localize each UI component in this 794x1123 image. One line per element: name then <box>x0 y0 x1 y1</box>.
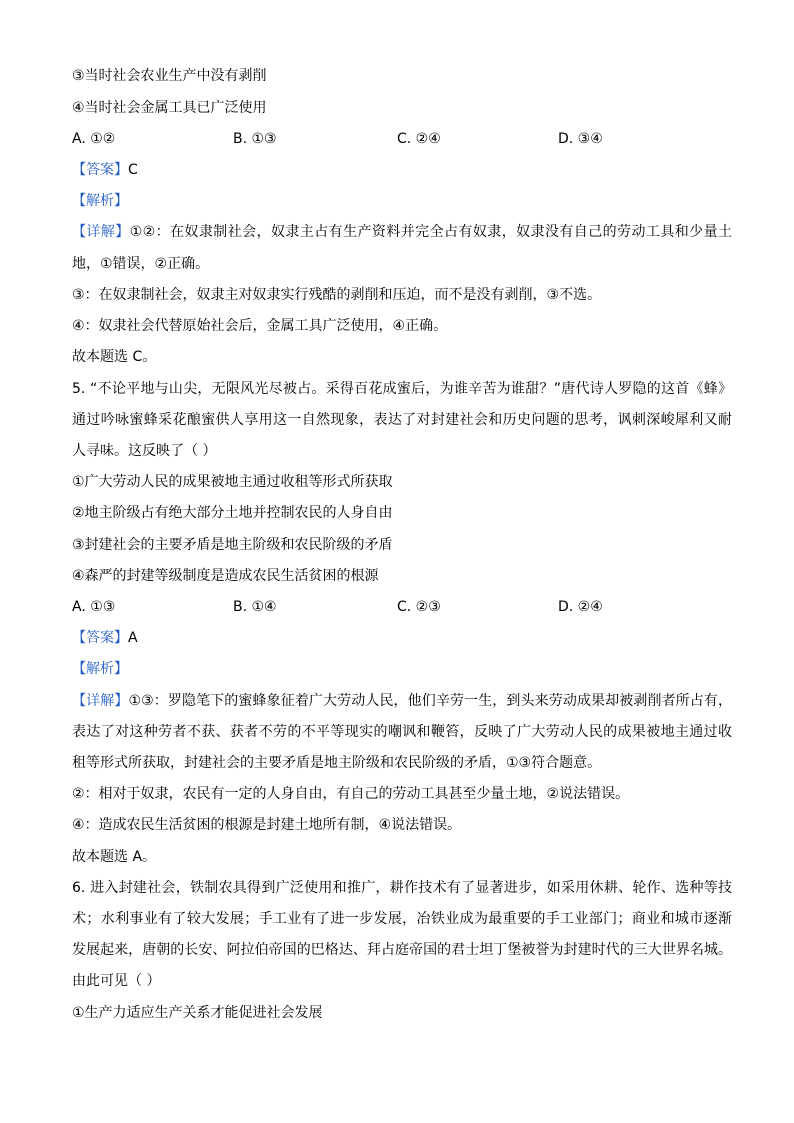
q6-stem-line-2: 术；水利事业有了较大发展；手工业有了进一步发展，冶铁业成为最重要的手工业部门；商业和城市逐渐 <box>72 911 732 927</box>
q4-option-a: A. ①② <box>72 131 116 147</box>
q6-stem-line-1: 6. 进入封建社会，铁制农具得到广泛使用和推广，耕作技术有了显著进步，如采用休耕、轮作、选种等技 <box>72 880 732 896</box>
analysis-tag: 【解析】 <box>72 193 128 209</box>
q4-detail-line-2: 地，①错误，②正确。 <box>72 256 210 272</box>
q5-stem-line-1: 5. “不论平地与山尖，无限风光尽被占。采得百花成蜜后，为谁辛苦为谁甜？”唐代诗人罗隐的这首《蜂》 <box>72 381 732 397</box>
q4-analysis-heading <box>72 191 732 211</box>
q4-option-b: B. ①③ <box>233 131 277 147</box>
q6-stem-line-3: 发展起来，唐朝的长安、阿拉伯帝国的巴格达、拜占庭帝国的君士坦丁堡被誉为封建时代的三大世界名城。 <box>72 942 732 958</box>
q5-stem-line-2: 通过吟咏蜜蜂采花酿蜜供人享用这一自然现象，表达了对封建社会和历史问题的思考，讽刺深峻犀利又耐 <box>72 412 732 428</box>
q5-detail-line-3: 租等形式所获取，封建社会的主要矛盾是地主阶级和农民阶级的矛盾，①③符合题意。 <box>72 755 602 771</box>
answer-value: A <box>128 630 138 646</box>
answer-value: C <box>128 162 138 178</box>
q4-option-c: C. ②④ <box>397 131 441 147</box>
q5-answer <box>72 628 732 648</box>
q6-statement-1: ①生产力适应生产关系才能促进社会发展 <box>72 1005 323 1021</box>
detail-tag: 【详解】 <box>72 693 129 709</box>
q5-detail-line-2: 表达了对这种劳者不获、获者不劳的不平等现实的嘲讽和鞭笞，反映了广大劳动人民的成果被地主通过收 <box>72 724 732 740</box>
q4-statement-3: ③当时社会农业生产中没有剥削 <box>72 68 267 84</box>
answer-tag: 【答案】 <box>72 630 128 646</box>
analysis-tag: 【解析】 <box>72 661 128 677</box>
q5-conclusion: 故本题选 A。 <box>72 849 157 865</box>
q4-detail-line-4: ④：奴隶社会代替原始社会后，金属工具广泛使用，④正确。 <box>72 318 448 334</box>
answer-tag: 【答案】 <box>72 162 128 178</box>
q4-conclusion: 故本题选 C。 <box>72 349 157 365</box>
q5-statement-4: ④森严的封建等级制度是造成农民生活贫困的根源 <box>72 568 379 584</box>
q4-option-d: D. ③④ <box>558 131 603 147</box>
q5-statement-1: ①广大劳动人民的成果被地主通过收租等形式所获取 <box>72 474 393 490</box>
q5-detail-line-5: ④：造成农民生活贫困的根源是封建土地所有制，④说法错误。 <box>72 817 462 833</box>
q5-detail-line-1 <box>72 691 732 711</box>
q4-detail-line-3: ③：在奴隶制社会，奴隶主对奴隶实行残酷的剥削和压迫，而不是没有剥削，③不选。 <box>72 287 602 303</box>
q6-stem-line-4: 由此可见（ ） <box>72 973 161 989</box>
q4-options <box>72 129 732 149</box>
q5-detail-line-4: ②：相对于奴隶，农民有一定的人身自由，有自己的劳动工具甚至少量土地，②说法错误。 <box>72 786 630 802</box>
detail-tag: 【详解】 <box>72 224 130 240</box>
q5-analysis-heading <box>72 659 732 679</box>
q5-option-b: B. ①④ <box>233 599 277 615</box>
q5-option-a: A. ①③ <box>72 599 116 615</box>
q5-stem-line-3: 人寻味。这反映了（ ） <box>72 443 217 459</box>
q5-statement-2: ②地主阶级占有绝大部分土地并控制农民的人身自由 <box>72 505 393 521</box>
q5-option-d: D. ②④ <box>558 599 603 615</box>
q5-options <box>72 597 732 617</box>
detail-text: ①③：罗隐笔下的蜜蜂象征着广大劳动人民，他们辛劳一生，到头来劳动成果却被剥削者所占有， <box>128 693 733 709</box>
detail-text: ①②：在奴隶制社会，奴隶主占有生产资料并完全占有奴隶，奴隶没有自己的劳动工具和少量土 <box>129 224 732 240</box>
q5-statement-3: ③封建社会的主要矛盾是地主阶级和农民阶级的矛盾 <box>72 537 393 553</box>
q4-answer <box>72 160 732 180</box>
q4-statement-4: ④当时社会金属工具已广泛使用 <box>72 100 267 116</box>
q5-option-c: C. ②③ <box>397 599 441 615</box>
q4-detail-line-1 <box>72 222 732 242</box>
